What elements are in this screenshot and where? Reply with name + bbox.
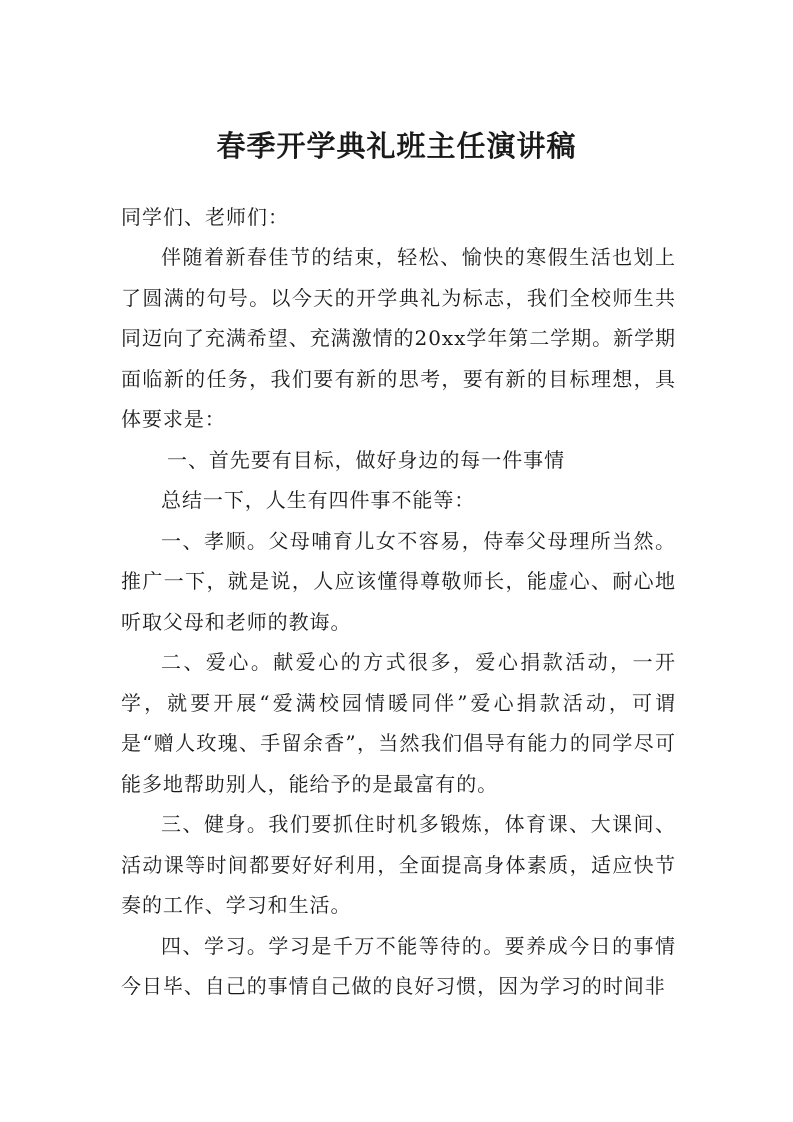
paragraph-summary: 总结一下，人生有四件事不能等： [161,488,476,512]
paragraph-filial-piety: 一、孝顺。父母哺育儿女不容易，侍奉父母理所当然。推广一下，就是说，人应该懂得尊敬师长，能虚心、耐心地听取父母和老师的教诲。 [121,528,676,634]
salutation: 同学们、老师们： [121,205,289,229]
paragraph-fitness: 三、健身。我们要抓住时机多锻炼，体育课、大课间、活动课等时间都要好好利用，全面提高身体素质，适应快节奏的工作、学习和生活。 [121,812,676,917]
paragraph-intro: 伴随着新春佳节的结束，轻松、愉快的寒假生活也划上了圆满的句号。以今天的开学典礼为标志，我们全校师生共同迈向了充满希望、充满激情的20xx学年第二学期。新学期面临新的任务，我们要有新的思考，要有新的目标理想，具体要求是： [121,245,676,431]
document-title: 春季开学典礼班主任演讲稿 [216,129,577,163]
section-heading: 一、首先要有目标，做好身边的每一件事情 [167,447,566,472]
paragraph-love: 二、爱心。献爱心的方式很多，爱心捐款活动，一开学，就要开展“爱满校园情暖同伴”爱心捐款活动，可谓是“赠人玫瑰、手留余香”，当然我们倡导有能力的同学尽可能多地帮助别人，能给予的是最富有的。 [121,650,676,796]
document-body [121,197,676,1007]
paragraph-study: 四、学习。学习是千万不能等待的。要养成今日的事情今日毕、自己的事情自己做的良好习惯，因为学习的时间非 [121,933,676,998]
